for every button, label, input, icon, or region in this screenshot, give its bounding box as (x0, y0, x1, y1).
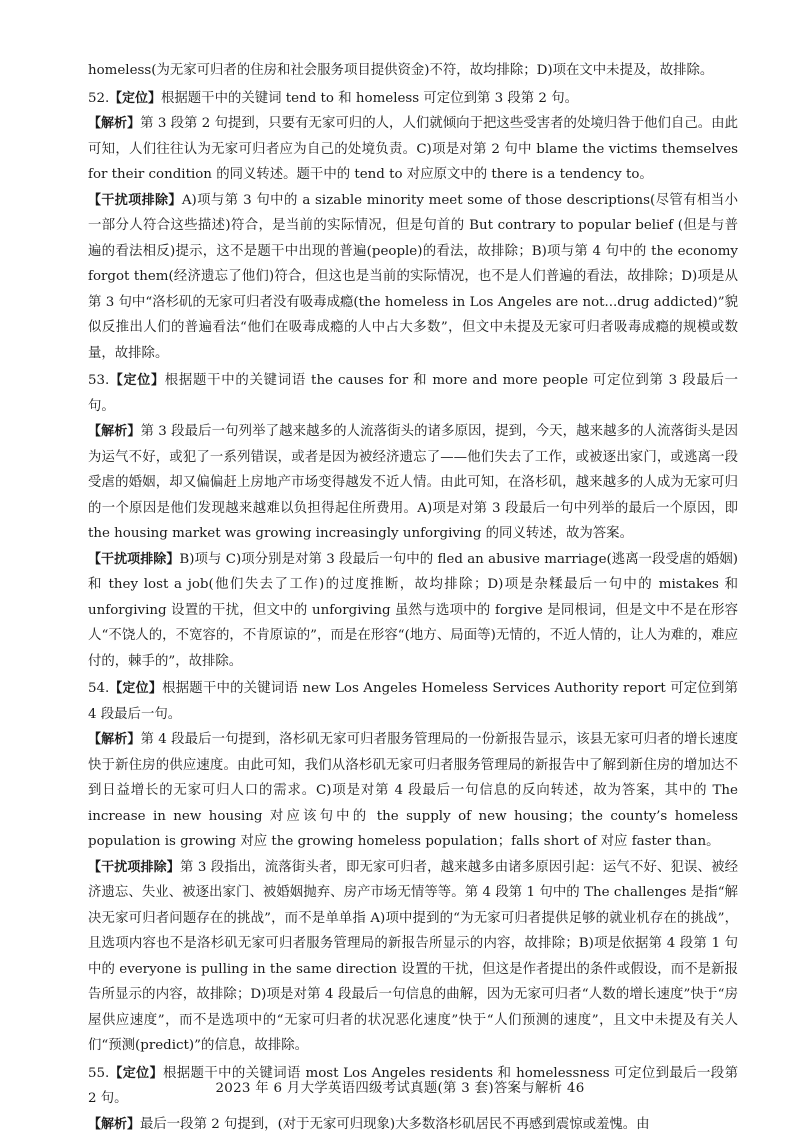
q53-analysis: 【解析】第 3 段最后一句列举了越来越多的人流落街头的诸多原因，提到，今天，越来越多的人流落街头是因为运气不好，或犯了一系列错误，或者是因为被经济遗忘了——他们失去了工作，或被逐出家门，或逃离一段受虐的婚姻，却又偏偏赶上房地产市场变得越发不近人情。由此可知，在洛杉矶，越来越多的人成为无家可归的一个原因是他们发现越来越难以负担得起住所费用。A)项是对第 3 段最后一句中列举的最后一个原因，即 the housing market was growing increasingly unforgiving 的同义转述，故为答案。 (88, 419, 738, 547)
q54-distractor: 【干扰项排除】第 3 段指出，流落街头者，即无家可归者，越来越多由诸多原因引起：运气不好、犯误、被经济遗忘、失业、被逐出家门、被婚姻抛弃、房产市场无情等等。第 4 段第 1 句中的 The challenges 是指“解决无家可归者问题存在的挑战”，而不是单单指 A)项中提到的“为无家可归者提供足够的就业机存在的挑战”，且选项内容也不是洛杉矶无家可归者服务管理局的新报告所显示的内容，故排除；B)项是依据第 4 段第 1 句中的 everyone is pulling in the same direction 设置的干扰，但这是作者提出的条件或假设，而不是新报告所显示的内容，故排除；D)项是对第 4 段最后一句信息的曲解，因为无家可归者“人数的增长速度”快于“房屋供应速度”，而不是选项中的“无家可归者的状况恶化速度”快于“人们预测的速度”，且文中未提及有关人们“预测(predict)”的信息，故排除。 (88, 855, 738, 1059)
tag-distractor: 【干扰项排除】 (88, 193, 182, 208)
tag-analysis: 【解析】 (88, 424, 140, 439)
tag-location: 【定位】 (109, 373, 165, 388)
tag-analysis: 【解析】 (88, 732, 140, 747)
q52-distractor: 【干扰项排除】A)项与第 3 句中的 a sizable minority meet some of those descriptions(尽管有相当小一部分人符合这些描述)符合，是当前的实际情况，但是句首的 But contrary to popular belief (但是与普遍的看法相反)提示，这不是题干中出现的普遍(people)的看法，故排除；B)项与第 4 句中的 the economy forgot them(经济遗忘了他们)符合，但这也是当前的实际情况，也不是人们普遍的看法，故排除；D)项是从第 3 句中“洛杉矶的无家可归者没有吸毒成瘾(the homeless in Los Angeles are not...drug addicted)”貌似反推出人们的普遍看法“他们在吸毒成瘾的人中占大多数”，但文中未提及无家可归者吸毒成瘾的规模或数量，故排除。 (88, 188, 738, 367)
question-55 (88, 1061, 738, 1137)
q53-distractor: 【干扰项排除】B)项与 C)项分别是对第 3 段最后一句中的 fled an abusive marriage(逃离一段受虐的婚姻)和 they lost a job(他们失去了工作)的过度推断，故均排除；D)项是杂糅最后一句中的 mistakes 和 unforgiving 设置的干扰，但文中的 unforgiving 虽然与选项中的 forgive 是同根词，但是文中不是在形容人“不饶人的，不宽容的，不肯原谅的”，而是在形容“(地方、局面等)无情的，不近人情的，让人为难的，难应付的，棘手的”，故排除。 (88, 547, 738, 675)
q54-analysis: 【解析】第 4 段最后一句提到，洛杉矶无家可归者服务管理局的一份新报告显示，该县无家可归者的增长速度快于新住房的供应速度。由此可知，我们从洛杉矶无家可归者服务管理局的新报告中了解到新住房的增加达不到日益增长的无家可归人口的需求。C)项是对第 4 段最后一句信息的反向转述，故为答案，其中的 The increase in new housing 对应该句中的 the supply of new housing；the county’s homeless population is growing 对应 the growing homeless population；falls short of 对应 faster than。 (88, 727, 738, 855)
tag-location: 【定位】 (109, 1066, 163, 1081)
q54-location: 54.【定位】根据题干中的关键词语 new Los Angeles Homeless Services Authority report 可定位到第 4 段最后一句。 (88, 676, 738, 727)
question-54 (88, 676, 738, 1059)
q52-analysis: 【解析】第 3 段第 2 句提到，只要有无家可归的人，人们就倾向于把这些受害者的处境归咎于他们自己。由此可知，人们往往认为无家可归者应为自己的处境负责。C)项是对第 2 句中 blame the victims themselves for their condition 的同义转述。题干中的 tend to 对应原文中的 there is a tendency to。 (88, 111, 738, 188)
tag-distractor: 【干扰项排除】 (88, 552, 179, 567)
q55-analysis: 【解析】最后一段第 2 句提到，(对于无家可归现象)大多数洛杉矶居民不再感到震惊或羞愧。由 (88, 1112, 738, 1137)
tag-distractor: 【干扰项排除】 (88, 860, 180, 875)
question-53 (88, 368, 738, 674)
q53-location: 53.【定位】根据题干中的关键词语 the causes for 和 more and more people 可定位到第 3 段最后一句。 (88, 368, 738, 419)
question-number: 54. (88, 676, 109, 702)
tag-location: 【定位】 (109, 681, 162, 696)
intro-paragraph: homeless(为无家可归者的住房和社会服务项目提供资金)不符，故均排除；D)项在文中未提及，故排除。 (88, 58, 738, 84)
tag-analysis: 【解析】 (88, 1117, 140, 1132)
tag-analysis: 【解析】 (88, 116, 140, 131)
q55-location: 55.【定位】根据题干中的关键词语 most Los Angeles residents 和 homelessness 可定位到最后一段第 2 句。 (88, 1061, 738, 1112)
answer-analysis-body (88, 58, 738, 1137)
question-52 (88, 86, 738, 367)
question-number: 53. (88, 368, 109, 394)
tag-location: 【定位】 (109, 91, 161, 106)
q52-location: 52.【定位】根据题干中的关键词 tend to 和 homeless 可定位到第 3 段第 2 句。 (88, 86, 738, 112)
page-footer: 2023 年 6 月大学英语四级考试真题(第 3 套)答案与解析 46 (0, 1077, 800, 1096)
question-number: 55. (88, 1061, 109, 1087)
question-number: 52. (88, 86, 109, 112)
